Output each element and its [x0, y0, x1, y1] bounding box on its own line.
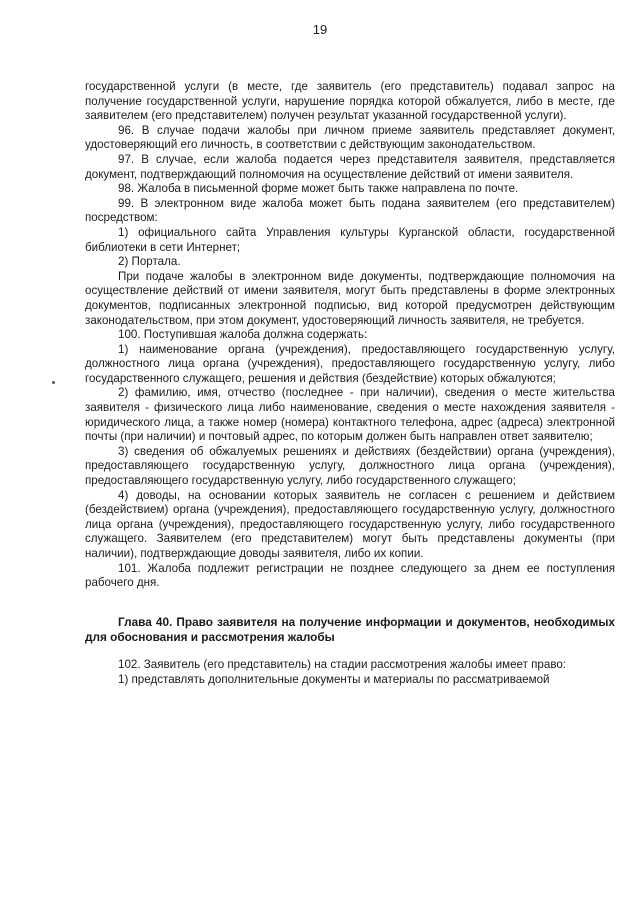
- paragraph-101: 101. Жалоба подлежит регистрации не позднее следующего за днем ее поступления рабочего дня.: [85, 561, 615, 590]
- scan-mark: [52, 381, 55, 384]
- page-number: 19: [312, 22, 328, 37]
- document-body: [85, 80, 615, 688]
- paragraph-electronic-submission: При подаче жалобы в электронном виде документы, подтверждающие полномочия на осуществление действий от имени заявителя, могут быть представлены в форме электронных документов, подписанных электронной подписью, вид которой предусмотрен действующим законодательством, при этом документ, удостоверяющий личность заявителя, не требуется.: [85, 269, 615, 327]
- paragraph-96: 96. В случае подачи жалобы при личном приеме заявитель представляет документ, удостоверяющий его личность, в соответствии с действующим законодательством.: [85, 123, 615, 152]
- paragraph-100: 100. Поступившая жалоба должна содержать:: [118, 328, 368, 342]
- paragraph-100-item-1: 1) наименование органа (учреждения), предоставляющего государственную услугу, должностного лица органа (учреждения), предоставляющего государственную услугу, либо государственного служащего, решения и действия (бездействие) которых обжалуются;: [85, 342, 615, 385]
- paragraph-100-item-3: 3) сведения об обжалуемых решениях и действиях (бездействии) органа (учреждения), предоставляющего государственную услугу, должностного лица органа (учреждения), предоставляющего государственную услугу, либо государственного служащего;: [85, 444, 615, 488]
- paragraph-99-item-1: 1) официального сайта Управления культуры Курганской области, государственной библиотеки в сети Интернет;: [85, 225, 615, 254]
- paragraph-100-item-4: 4) доводы, на основании которых заявитель не согласен с решением и действием (бездействием) органа (учреждения), предоставляющего государственную услугу, должностного лица органа (учреждения), предоставляющего государственную услугу, либо государственного служащего. Заявителем (его представителем) могут быть представлены документы (при наличии), подтверждающие доводы заявителя, либо их копии.: [85, 488, 615, 560]
- chapter-heading: Глава 40. Право заявителя на получение информации и документов, необходимых для обоснования и рассмотрения жалобы: [85, 614, 615, 644]
- paragraph-continuation: государственной услуги (в месте, где заявитель (его представитель) подавал запрос на получение государственной услуги, нарушение порядка которой обжалуется, либо в месте, где заявителем (его представителем) получен результат указанной государственной услуги).: [85, 80, 615, 123]
- paragraph-99: 99. В электронном виде жалоба может быть подана заявителем (его представителем) посредством:: [85, 196, 615, 225]
- paragraph-100-item-2: 2) фамилию, имя, отчество (последнее - при наличии), сведения о месте жительства заявителя - физического лица либо наименование, сведения о месте нахождения заявителя - юридического лица, а также номер (номера) контактного телефона, адрес (адреса) электронной почты (при наличии) и почтовый адрес, по которым должен быть направлен ответ заявителю;: [85, 386, 615, 444]
- paragraph-102: 102. Заявитель (его представитель) на стадии рассмотрения жалобы имеет право:: [118, 658, 567, 672]
- paragraph-102-item-1: 1) представлять дополнительные документы и материалы по рассматриваемой: [118, 672, 550, 686]
- paragraph-98: 98. Жалоба в письменной форме может быть также направлена по почте.: [118, 182, 519, 196]
- paragraph-97: 97. В случае, если жалоба подается через представителя заявителя, представляется документ, подтверждающий полномочия на осуществление действий от имени заявителя.: [85, 152, 615, 181]
- paragraph-99-item-2: 2) Портала.: [118, 255, 181, 269]
